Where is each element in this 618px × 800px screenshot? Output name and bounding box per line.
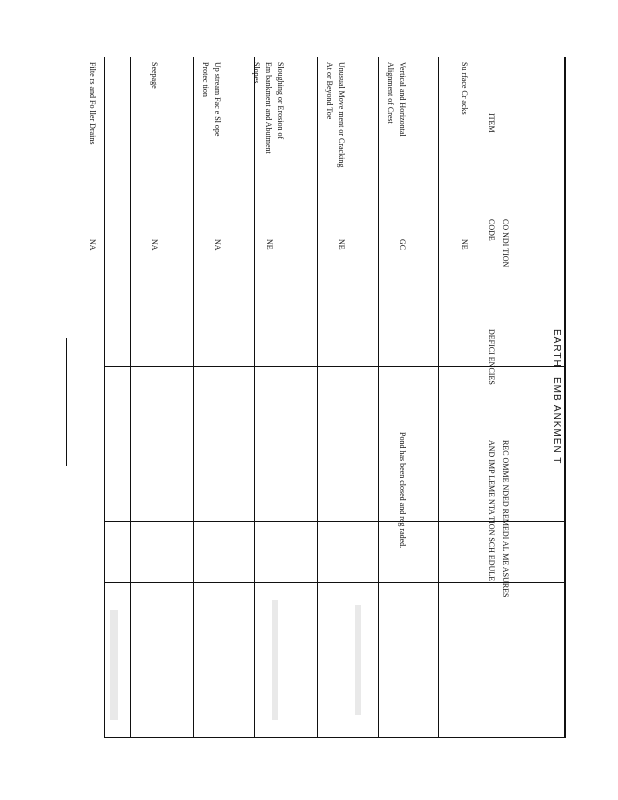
border-bottom [104,57,105,738]
row-1-item: Su rface Cr acks [460,62,469,115]
header-recommended-line2: AND IMP LEME NTA TION SCH EDULE [487,440,496,582]
row-divider [193,57,194,738]
row-6-item: Seepage [150,62,159,89]
row-5-code: NA [213,239,222,251]
row-1-code: NE [460,239,469,250]
header-condition-code-line2: CODE [487,219,496,241]
row-2-item-line1: Vertical and Horizontal [398,62,407,137]
row-divider [254,57,255,738]
row-3-item-line1: Unusual Move ment or Cracking [337,62,346,168]
scan-smudge [110,610,118,720]
row-divider [438,57,439,738]
scan-smudge [272,600,278,720]
column-divider [104,582,565,583]
row-5-item-line1: Up stream Fac e Sl ope [213,62,222,137]
row-7-code: NA [88,239,97,251]
row-5-item-line2: Protec tion [201,62,210,97]
row-7-item: Filte rs and Fo ller Drains [88,62,97,145]
header-deficiencies: DEFICI ENCIES [487,329,496,385]
border-top [564,57,566,738]
row-divider [378,57,379,738]
row-2-item-line2: Alignment of Crest [386,62,395,124]
page-title-part1: EARTH [551,329,562,368]
row-4-item-line1: Sloughing or Erosion of [276,62,285,140]
header-condition-code-line1: CO NDI TION [501,219,510,268]
scan-smudge [355,605,361,715]
row-4-code: NE [265,239,274,250]
row-2-remedy: Pond has been closed and reg raded. [398,432,407,549]
header-item: ITEM [487,113,496,133]
row-4-item-line3: Slopes [252,62,261,84]
row-3-code: NE [337,239,346,250]
signature-line [66,338,67,466]
table-bottom-edge [104,737,565,738]
row-divider [317,57,318,738]
row-3-item-line2: At or Beyond Toe [325,62,334,120]
page-title-part2: EMB ANKMEN T [551,377,562,465]
row-2-code: GC [398,239,407,251]
row-divider [130,57,131,738]
row-6-code: NA [150,239,159,251]
row-4-item-line2: Em bankment and Abutment [264,62,273,154]
header-recommended-line1: REC OMME NDED REMEDI AL ME ASURES [501,440,510,598]
